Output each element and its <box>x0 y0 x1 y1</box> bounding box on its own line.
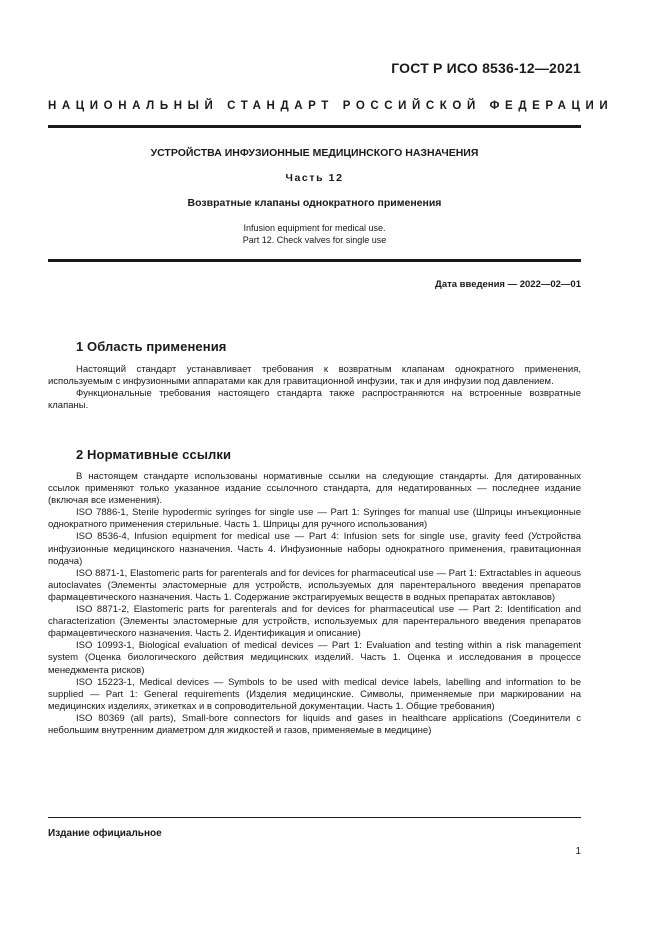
english-title-line-1: Infusion equipment for medical use. <box>243 223 386 233</box>
reference-item: ISO 15223-1, Medical devices — Symbols to be used with medical device labels, labelling and information to be supplied — Part 1: General requirements (Изделия медицинские. Символы, применяемые при маркировании на медицинских изделиях, этикетках и в сопроводительной документации. Часть 1. Общие требования) <box>48 676 581 712</box>
section-heading: 2 Нормативные ссылки <box>76 447 232 462</box>
footer-rule <box>48 817 581 818</box>
reference-item: ISO 8536-4, Infusion equipment for medical use — Part 4: Infusion sets for single use, gravity feed (Устройства инфузионные медицинского назначения. Часть 4. Инфузионные наборы однократного применения, гравитационная подача) <box>48 531 581 567</box>
top-rule <box>48 125 581 128</box>
introduction-date: Дата введения — 2022—02—01 <box>435 279 581 290</box>
document-subtitle: Возвратные клапаны однократного применения <box>187 197 442 209</box>
section-normative-references <box>48 447 581 737</box>
document-code: ГОСТ Р ИСО 8536-12—2021 <box>391 60 581 76</box>
bottom-rule <box>48 259 581 262</box>
reference-item: ISO 10993-1, Biological evaluation of medical devices — Part 1: Evaluation and testing within a risk management system (Оценка биологического действия медицинских изделий. Часть 1. Оценка и исследования в процессе менеджмента рисков) <box>48 640 581 676</box>
reference-item: ISO 8871-2, Elastomeric parts for parenterals and for devices for pharmaceutical use — Part 2: Identification and characterization (Элементы эластомерные для устройств, используемых для парентерального введения препаратов фармацевтического назначения. Часть 2. Идентификация и описание) <box>48 604 581 640</box>
paragraph: В настоящем стандарте использованы нормативные ссылки на следующие стандарты. Для датированных ссылок применяют только указанное издание ссылочного стандарта, для недатированных — последнее издание (включая все изменения). <box>48 471 581 507</box>
paragraph: Функциональные требования настоящего стандарта также распространяются на встроенные возвратные клапаны. <box>48 388 581 412</box>
english-title-line-2: Part 12. Check valves for single use <box>242 235 387 245</box>
reference-item: ISO 8871-1, Elastomeric parts for parenterals and for devices for pharmaceutical use — Part 1: Extractables in aqueous autoclavates (Элементы эластомерные для устройств, используемых для парентерального введения препаратов фармацевтического назначения. Часть 1. Содержание экстрагируемых веществ в водных препаратах автоклавов) <box>48 567 581 603</box>
document-part: Часть 12 <box>285 172 344 184</box>
document-title: УСТРОЙСТВА ИНФУЗИОННЫЕ МЕДИЦИНСКОГО НАЗНАЧЕНИЯ <box>150 147 479 159</box>
official-edition-label: Издание официальное <box>48 828 162 839</box>
national-standard-heading: НАЦИОНАЛЬНЫЙ СТАНДАРТ РОССИЙСКОЙ ФЕДЕРАЦИИ <box>48 100 614 112</box>
page-number: 1 <box>575 846 581 857</box>
paragraph: Настоящий стандарт устанавливает требования к возвратным клапанам однократного применения, используемым с инфузионными аппаратами как для гравитационной инфузии, так и для инфузии под давлением. <box>48 364 581 388</box>
section-scope <box>48 339 581 412</box>
english-title <box>48 222 581 246</box>
reference-item: ISO 7886-1, Sterile hypodermic syringes for single use — Part 1: Syringes for manual use (Шприцы инъекционные однократного применения стерильные. Часть 1. Шприцы для ручного использования) <box>48 507 581 531</box>
reference-item: ISO 80369 (all parts), Small-bore connectors for liquids and gases in healthcare applications (Соединители с небольшим внутренним диаметром для жидкостей и газов, применяемые в медицине) <box>48 712 581 736</box>
section-heading: 1 Область применения <box>76 339 227 354</box>
